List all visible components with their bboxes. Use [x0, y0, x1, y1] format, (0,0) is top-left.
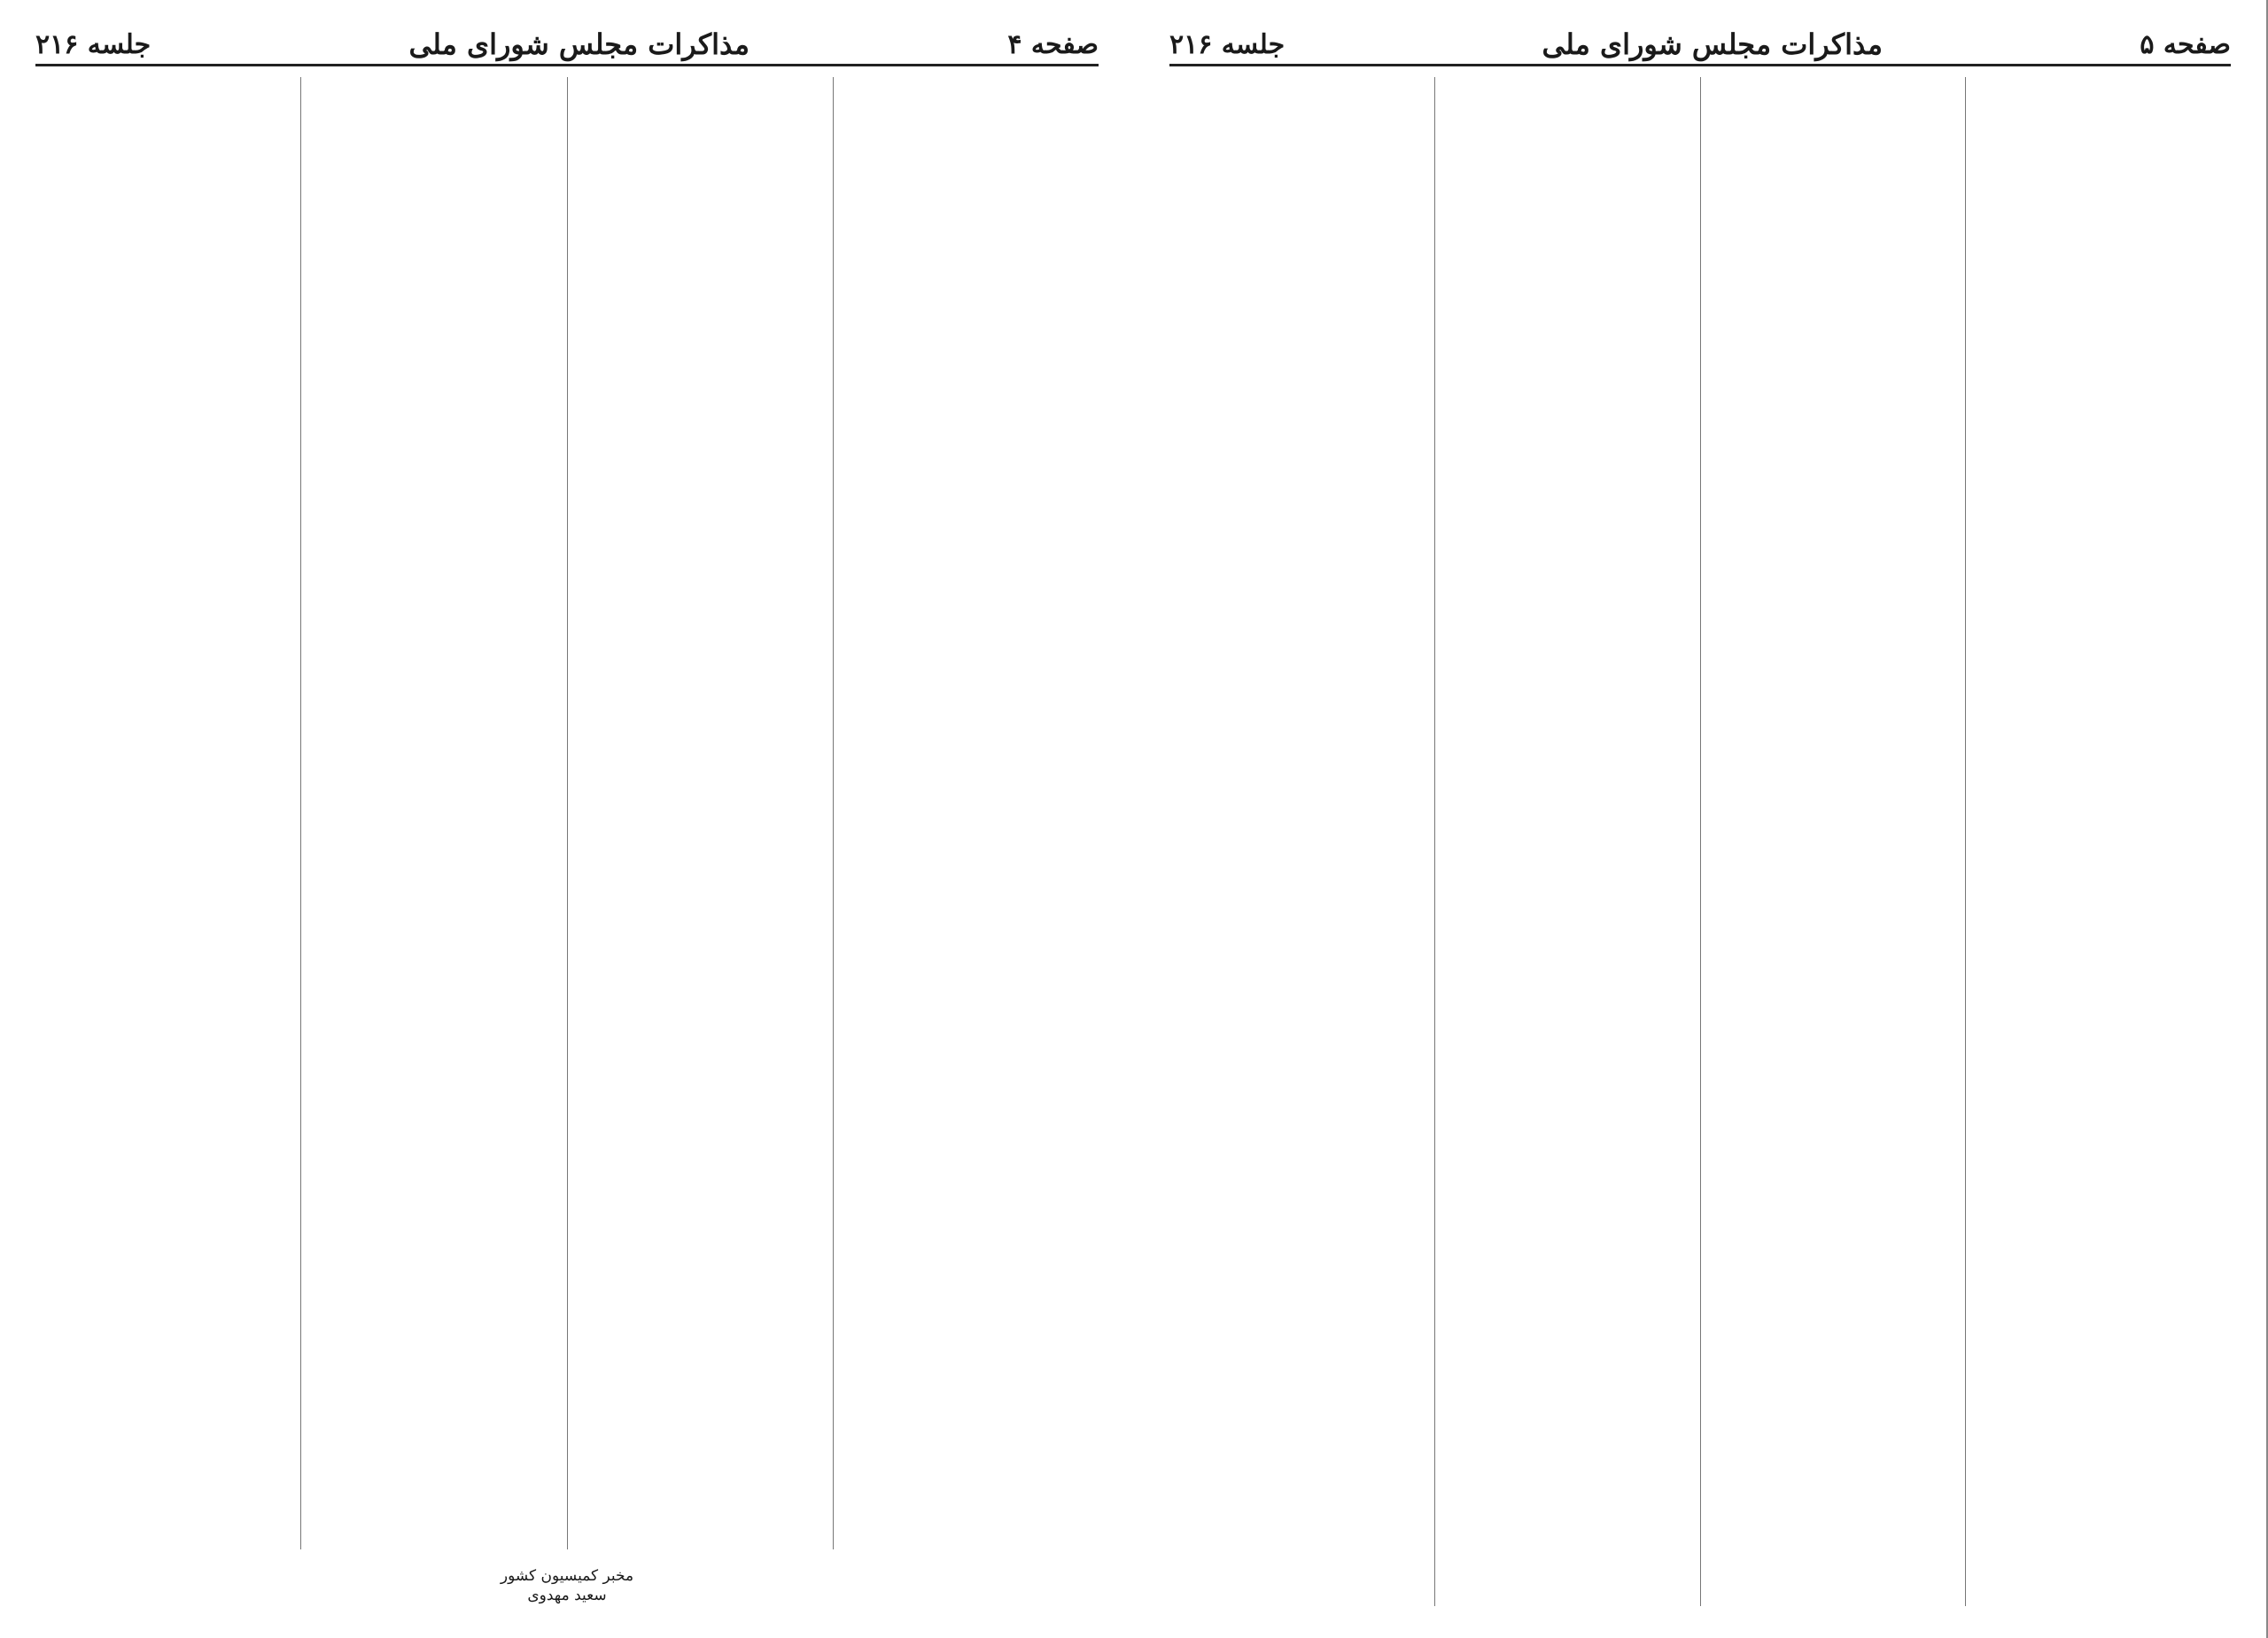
signature-line: مخبر کمیسیون کشور	[500, 1567, 634, 1585]
column-1	[833, 77, 1099, 1549]
signature-block	[35, 1565, 1099, 1606]
column-4	[35, 77, 300, 1549]
page-5	[1134, 0, 2268, 1638]
text-columns	[1169, 77, 2231, 1606]
page-number: صفحه ۴	[1007, 28, 1099, 60]
column-4	[1169, 77, 1434, 1606]
text-columns	[35, 77, 1099, 1549]
column-2	[567, 77, 833, 1549]
page-number: صفحه ۵	[2140, 28, 2231, 60]
column-3	[300, 77, 566, 1549]
session-number: جلسه ۲۱۶	[35, 28, 151, 60]
column-2	[1700, 77, 1966, 1606]
signature-line: سعید مهدوی	[527, 1587, 607, 1604]
column-1	[1965, 77, 2231, 1606]
publication-title: مذاکرات مجلس شورای ملی	[1542, 27, 1883, 61]
column-3	[1434, 77, 1700, 1606]
publication-title: مذاکرات مجلس شورای ملی	[408, 27, 750, 61]
page-header	[35, 25, 1099, 66]
page-header	[1169, 25, 2231, 66]
session-number: جلسه ۲۱۶	[1169, 28, 1285, 60]
